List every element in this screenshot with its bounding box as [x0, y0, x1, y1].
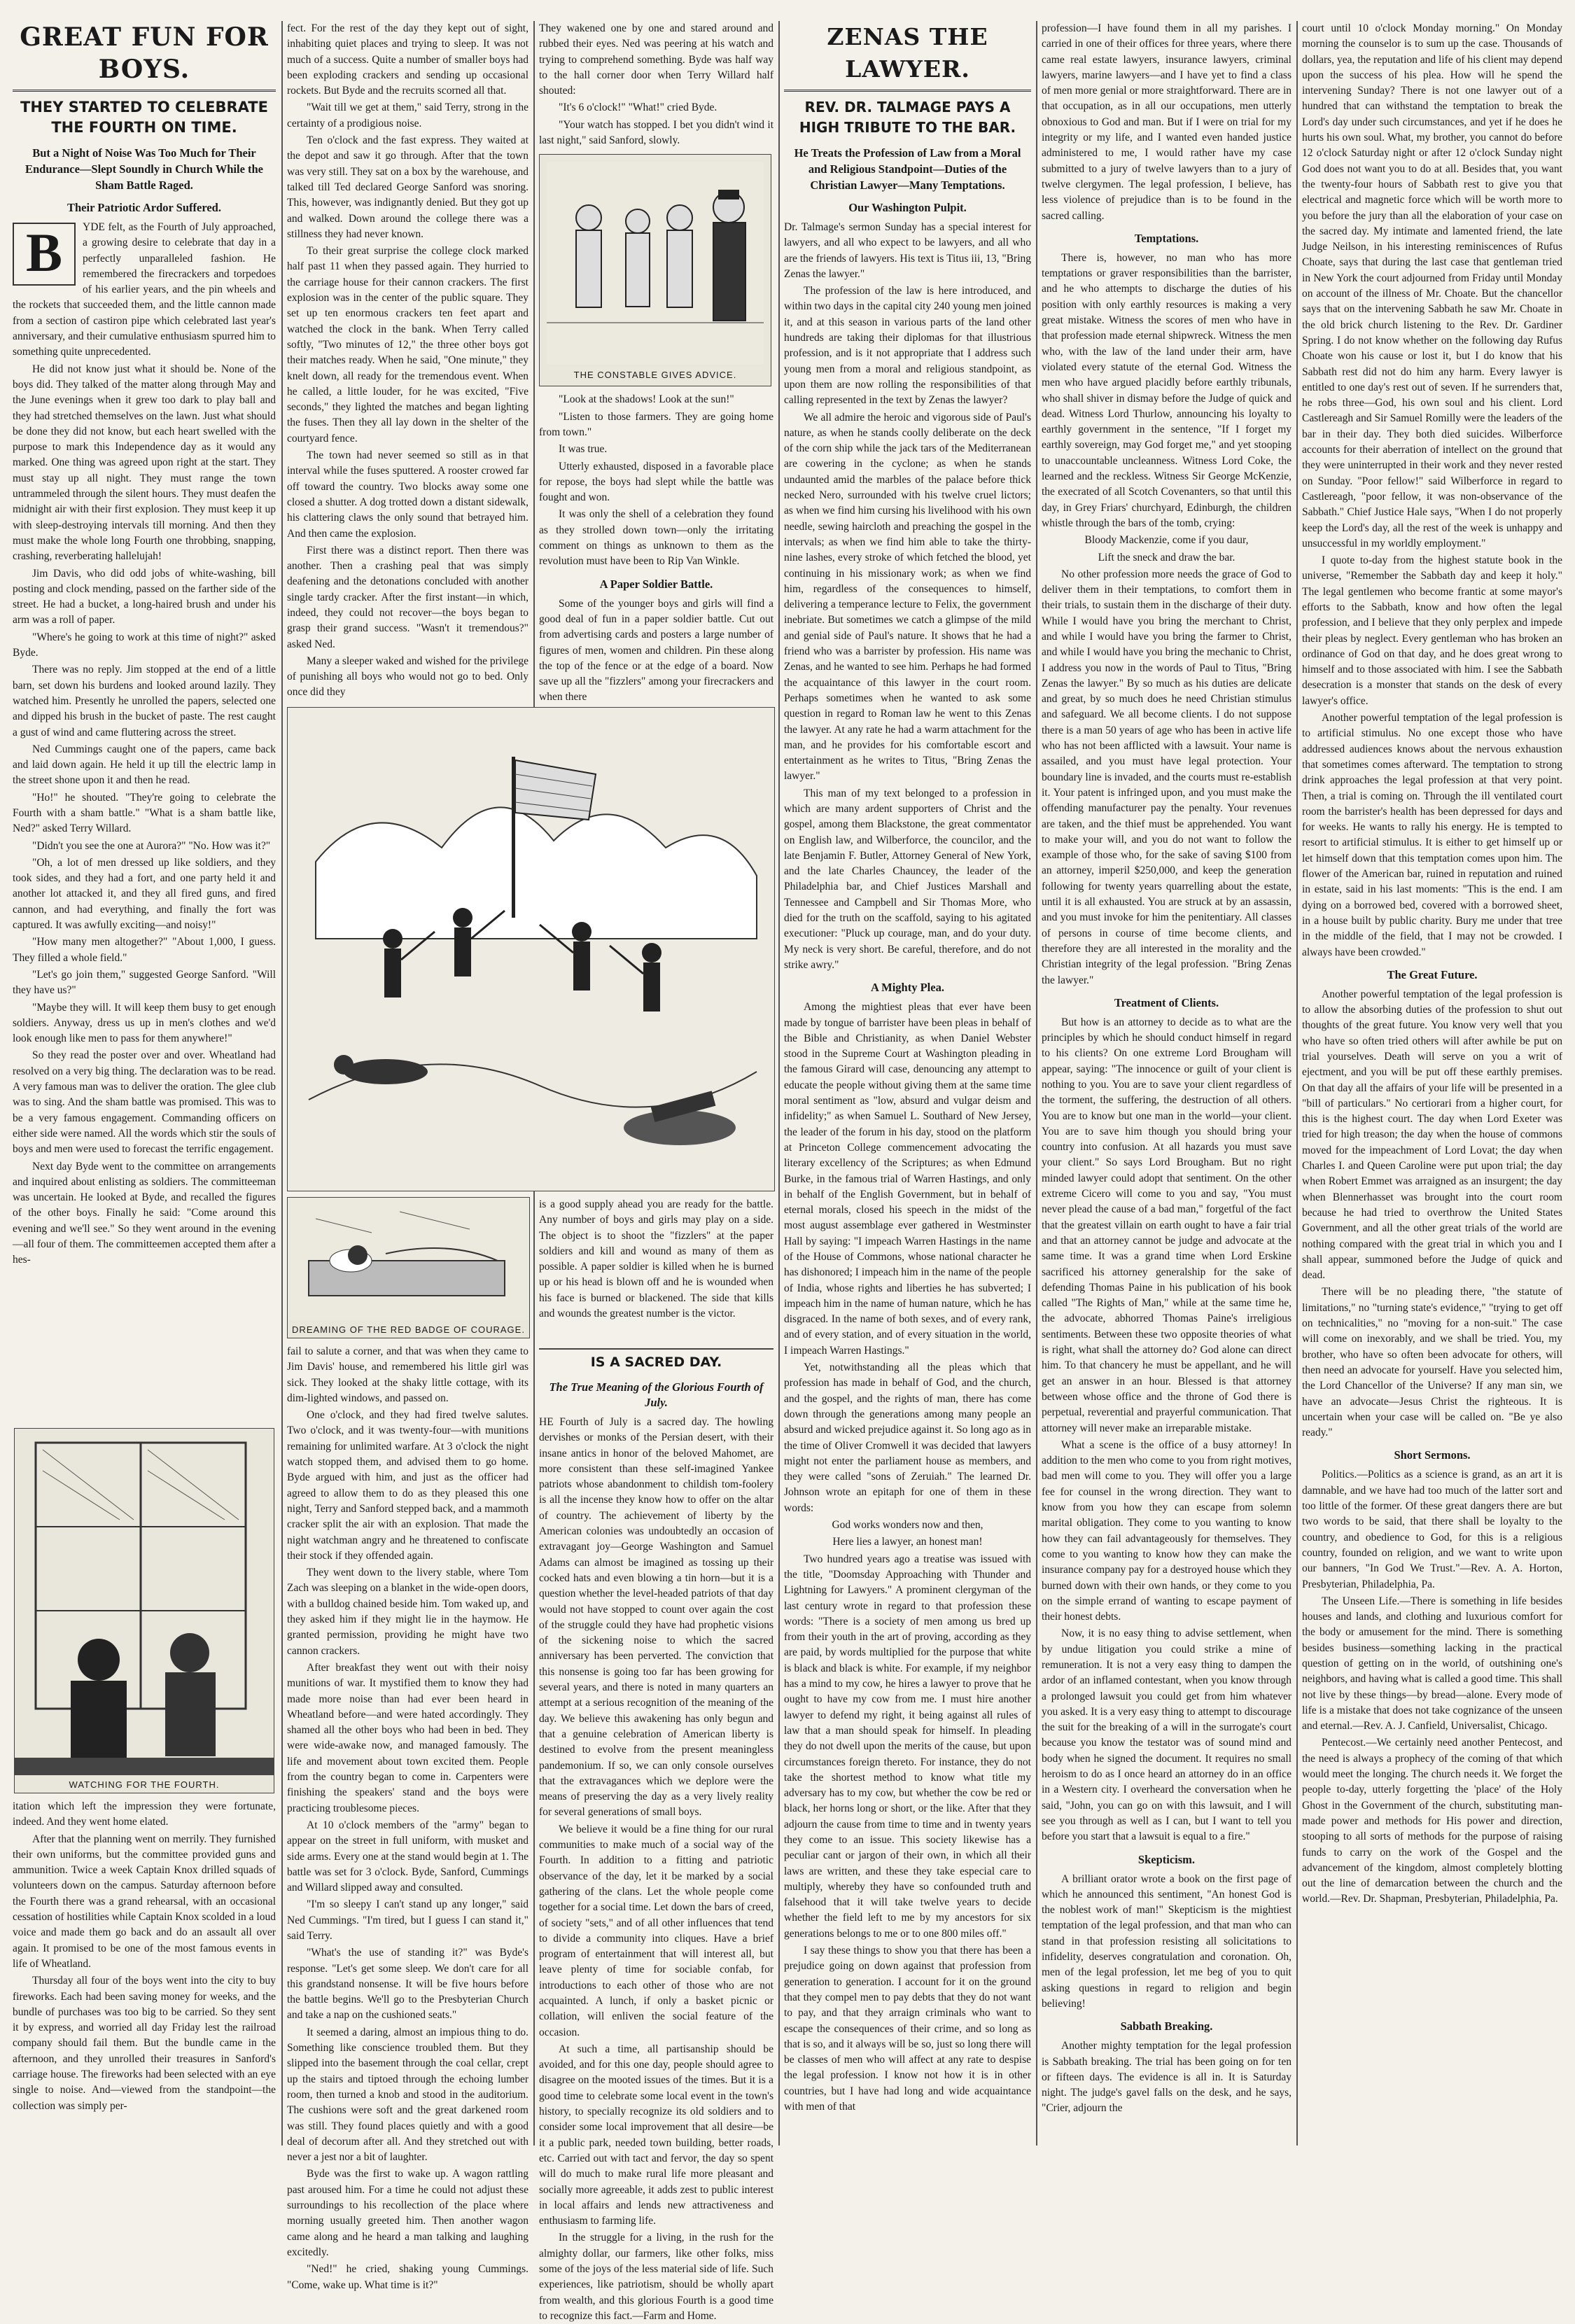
sleeping-boy-illustration — [288, 1198, 529, 1320]
column-3-bottom — [539, 1344, 774, 2322]
column-3-mid — [539, 1197, 774, 1337]
paragraph: Yet, notwithstanding all the pleas which that profession has made in behalf of God, and the church, and the gospel, and the rights of man, there has come down through the generations among many people an absurd and wicked prejudice against it. So long ago as in the time of Oliver Cromwell it was decided that lawyers might not enter the parliament house as members, and they were called "sons of Zeruiah." The learned Dr. Johnson wrote an epitaph for one of them in these words: — [784, 1362, 1031, 1514]
section-heading: Skepticism. — [1138, 1852, 1196, 1866]
section-heading: Sabbath Breaking. — [1120, 2019, 1213, 2033]
paragraph: itation which left the impression they were fortunate, indeed. And they went home elated. — [13, 1800, 276, 1828]
column-rule — [1296, 21, 1298, 2146]
paragraph: "Oh, a lot of men dressed up like soldiers, and they took sides, and they had a fort, and one party held it and another lot attacked it, and they all fired guns, and fired cannon, and had everything, and finally the fort was captured. It was awfully exciting—and noisy!" — [13, 856, 276, 932]
paragraph: "It's 6 o'clock!" "What!" cried Byde. — [559, 102, 718, 114]
column-3-top — [539, 21, 774, 714]
paragraph: It was only the shell of a celebration they found as they strolled down town—only the irritating comment on things as unknown to them as the revolution must have been to Rip Van Winkle. — [539, 508, 774, 568]
paragraph: Ned Cummings caught one of the papers, came back and laid down again. He held it up till the electric lamp in the street shone upon it and then he read. — [13, 743, 276, 787]
paragraph: After that the planning went on merrily. They furnished their own uniforms, but the committee provided guns and ammunition. Twice a week Captain Knox drilled squads of volunteers down on the campus. Saturday afternoon before the Fourth there was a grand rehearsal, with an occasional cessation of hostilities while Captain Knox scolded in a loud voice and made them go back and do an assault all over again. It promised to be one of the most famous events in life of Wheatland. — [13, 1833, 276, 1970]
verse-line: Here lies a lawyer, an honest man! — [832, 1536, 983, 1548]
column-rule — [1036, 21, 1037, 2146]
illustration-caption: WATCHING FOR THE FOURTH. — [69, 1779, 220, 1790]
paragraph: The profession of the law is here introduced, and within two days in the capital city 240 young men joined it, and at this season in various parts of the land other hundreds are taking their diplomas for that illustrious profession, and is it not appropriate that I address such young men from a moral and religious standpoint, as upon them are now rolling the responsibilities of that calling represented in the text by Zenas the lawyer? — [784, 285, 1031, 407]
paragraph: After breakfast they went out with their noisy munitions of war. It mystified them to know they had made more noise than had ever been heard in Wheatland before—and were hated accordingly. They shamed all the other boys who had been in bed. They were wide-awake now, and managed famously. The life and movement about town excited them. People from the country began to come in. Carpenters were finishing the speakers' stand and the boys were practicing troublesome pieces. — [287, 1661, 528, 1814]
paragraph: fail to salute a corner, and that was when they came to Jim Davis' house, and remembered his little girl was sick. They looked at the shaky little cottage, with its dim-lighted windows, and passed on. — [287, 1345, 528, 1404]
paragraph: Dr. Talmage's sermon Sunday has a special interest for lawyers, and all who expect to be lawyers, and all who are the friends of lawyers. His text is Titus iii, 13, "Bring Zenas the lawyer." — [784, 221, 1031, 280]
illustration-watching-for-the-fourth — [14, 1428, 274, 1793]
paragraph: In the struggle for a living, in the rush for the almighty dollar, our farmers, like other folks, miss some of the joys of the less material side of life. Such experiences, like patriotism, should be wholly apart from wealth, and this glorious Fourth is a good time to recognize this fact.—Farm and Home. — [539, 2232, 774, 2322]
paragraph: There will be no pleading there, "the statute of limitations," no "turning state's evidence," "trying to get off on technicalities," no "moving for a non-suit." The case will come on inexorably, and we shall be tried. You, my brother, who have so often been advocate for others, will then need an advocate for yourself. Have you selected him, the Lord Chancellor of the Universe? If any man sin, we have an advocate—Jesus Christ the righteous. It is uncertain when your case will be called on. "Be ye also ready." — [1302, 1286, 1562, 1439]
paragraph: "Look at the shadows! Look at the sun!" — [559, 393, 734, 406]
paragraph: No other profession more needs the grace of God to deliver them in their temptations, to comfort them in their trials, to sustain them in the discharge of their duty. While I would have you bring the merchant to Christ, and while I would have you bring the farmer to Christ, and while I would have you bring the mechanic to Christ, I address you now in the words of Paul to Titus, "Bring Zenas the lawyer." By so much as his duties are delicate and great, by so much does he need Christian stimulus and safeguard. We all become clients. I do not suppose there is a man 50 years of age who has been in active life who has not been afflicted with a lawsuit. Your name is assailed, and you must have legal protection. Your boundary line is invaded, and the courts must re-establish it. Your patent is infringed upon, and you must make the offending manufacturer pay the penalty. Your revenues are taken, and the thief must be apprehended. You want to make your will, and you do not want to follow the example of those who, for the sake of saving $100 from an attorney, imperil $250,000, and keep the generation following for twenty years quarrelling about the estate, until it is all exhausted. You are struck at by an assassin, and you must invoke for him the penitentiary. All classes of persons in course of time become clients, and therefore they are all interested in the morality and the Christian integrity of the legal profession. "Bring Zenas the lawyer." — [1042, 568, 1292, 986]
column-2-top — [287, 21, 528, 700]
section-deck: The True Meaning of the Glorious Fourth of July. — [549, 1380, 764, 1409]
illustration-caption: THE CONSTABLE GIVES ADVICE. — [573, 370, 737, 381]
paragraph: I say these things to show you that there has been a prejudice going on down against that profession from generation to generation. I account for it on the ground that they compel men to pay debts that they do not want to pay, and that they arraign criminals who want to escape the consequences of their crime, and so long as that is so, and it always will be so, just so long there will be classes of men who will affect at any rate to despise the legal profession. I know not how it is in other countries, but I have had long and wide acquaintance with men of that — [784, 1945, 1031, 2113]
paragraph: Byde was the first to wake up. A wagon rattling past aroused him. For a time he could not adjust these surroundings to his recollection of the place where morning usually greeted him. Then another wagon came along and he heard a man talking and laughing excitedly. — [287, 2168, 528, 2258]
deck: But a Night of Noise Was Too Much for Their Endurance—Slept Soundly in Church While the Sham Battle Raged. — [24, 146, 264, 192]
drop-cap: B — [13, 223, 76, 286]
paragraph: There was no reply. Jim stopped at the end of a little barn, set down his burdens and looked around lazily. They watched him. Presently he unrolled the papers, selected one and dipped his brush in the bucket of paste. The rest caught a gust of wind and came fluttering across the street. — [13, 664, 276, 738]
paragraph: "Let's go join them," suggested George Sanford. "Will they have us?" — [13, 968, 276, 997]
column-5 — [1042, 21, 1292, 2146]
subheadline: REV. DR. TALMAGE PAYS A HIGH TRIBUTE TO THE BAR. — [799, 99, 1016, 136]
column-4 — [784, 21, 1031, 2146]
verse-line: Lift the sneck and draw the bar. — [1098, 551, 1236, 564]
paragraph: "Maybe they will. It will keep them busy to get enough soldiers. Anyway, dress us up in men's clothes and we'd look enough like men to pass for them anywhere!" — [13, 1001, 276, 1045]
constable-illustration — [540, 155, 771, 368]
subheadline: THEY STARTED TO CELEBRATE THE FOURTH ON TIME. — [20, 99, 268, 136]
column-6 — [1302, 21, 1562, 2146]
paragraph: So they read the poster over and over. Wheatland had resolved on a very big thing. The declaration was to be read. A very famous man was to deliver the oration. The glee club was to sing. And the sham battle was promised. This was to be a very famous engagement. Commanding officers on either side were named. All the words which stir the souls of boys and men were used to forecast the terrific engagement. — [13, 1049, 276, 1156]
section-heading: Their Patriotic Ardor Suffered. — [67, 201, 221, 214]
paragraph: Another powerful temptation of the legal profession is to allow the absorbing duties of the profession to shut out thoughts of the great future. You know very well that you who have so often tried others will after awhile be put on trial yourselves. Death will serve on you a writ of ejectment, and you will be put off these earthly premises. On that day all the affairs of your life will be presented in a "bill of particulars." No certiorari from a higher court, for this is the highest court. The day when Lord Exeter was tried for high treason; the day when the house of commons moved for the impeachment of Lord Lovat; the day when Charles I. and Queen Caroline were put upon trial; the day when Robert Emmet was arraigned as an insurgent; the day when Blennerhasset was brought into the court room because he had tried to overthrow the United States Government, and all the other great trials of the world are nothing compared with the great trial in which you and I shall appear, summoned before the Judge of quick and dead. — [1302, 988, 1562, 1282]
paragraph: Pentecost.—We certainly need another Pentecost, and the need is always a prophecy of the coming of that which would meet the longing. The church needs it. We forget the people to-day, utterly forgetting the 'place' of the Holy Ghost in the Government of the church, substituting man-made power and methods for His power and direction, stooping to all sorts of methods for the purpose of raising funds to carry on the work of the Gospel and the advancement of the kingdom, almost completely blotting out the line of demarcation between the church and the world.—Rev. Dr. Shapman, Presbyterian, Philadelphia, Pa. — [1302, 1737, 1562, 1905]
paragraph: Now, it is no easy thing to advise settlement, when by undue litigation you could strike a mine of remuneration. It is not a very easy thing to dampen the ardor of an inflamed contestant, when you know through a prolonged lawsuit you could get from him whatever you asked. It is a very easy thing to attempt to discourage the suit for the breaking of a will in the surrogate's court because you know the testator was of sound mind and body when he signed the document. It requires no small heroism to do as I once heard an attorney do in an office in a Western city. I overheard the conversation when he said, "John, you can go on with this lawsuit, and I will see you through as well as I can, but I want to tell you before you start that a lawsuit is equal to a fire." — [1042, 1628, 1292, 1843]
paragraph: Some of the younger boys and girls will find a good deal of fun in a paper soldier battle. Cut out from advertising cards and posters a large number of figures of men, women and children. Pin these along the top of the fence or at the edge of a board. Now save up all the "fizzlers" among your firecrackers and when there — [539, 597, 774, 704]
illustration-dreaming — [287, 1197, 530, 1338]
verse-line: Bloody Mackenzie, come if you daur, — [1084, 534, 1249, 547]
paragraph: First there was a distinct report. Then there was another. Then a crashing peal that was simply deafening and the detonations concluded with another single tardy cracker. After the first instant—in which, indeed, they could not recover—the boys began to grasp their grand success. "Wasn't it tremendous?" asked Ned. — [287, 544, 528, 650]
paragraph: "I'm so sleepy I can't stand up any longer," said Ned Cummings. "I'm tired, but I guess I can stand it," said Terry. — [287, 1898, 528, 1942]
section-headline: IS A SACRED DAY. — [539, 1348, 774, 1373]
paragraph: Utterly exhausted, disposed in a favorable place for repose, the boys had slept while the battle was fought and won. — [539, 460, 774, 504]
paragraph: "Your watch has stopped. I bet you didn't wind it last night," said Sanford, slowly. — [539, 118, 774, 147]
paragraph: What a scene is the office of a busy attorney! In addition to the men who come to you from right motives, bad men will come to you. They will offer you a large fee for counsel in the wrong direction. They want to know from you how they can escape from solemn marital obligation. They come to you wanting to know how they can fail advantageously for themselves. They come to you wanting to know how they can make the insurance company pay for a destroyed house which they burned down with their own hands, or they come to you on the simple errand of wanting to escape payment of their honest debts. — [1042, 1438, 1292, 1623]
paragraph: It seemed a daring, almost an impious thing to do. Something like conscience troubled them. But they slipped into the basement through the coal cellar, crept up the stairs and tiptoed through the echoing lumber room, then turned a knob and stood in the auditorium. The cushions were soft and the great darkened room was still. They found places quietly and with a good deal of decorum after all. And they stretched out with never a jest nor a bit of laughter. — [287, 2026, 528, 2164]
paragraph: court until 10 o'clock Monday morning." On Monday morning the counselor is to sum up the case. Thousands of dollars, yea, the reputation and life of his client may depend upon the success of his plea. How will he spend the intervening Sunday? There is not one lawyer out of a hundred that can withstand the temptation to break the Lord's day under such circumstances, and yet if he does he hurts his own soul. What, my brother, you cannot do before 12 o'clock Saturday night or after 12 o'clock Sunday night God does not want you to do at all. Besides that, you want the twenty-four hours of Sabbath rest to give you that electrical and magnetic force which will be worth more to you before the jury than all the elaboration of your case on the sacred day. My intimate and lamented friend, the late Judge Neilson, in his interesting reminiscences of Rufus Choate, says that during the last case that gentleman tried in New York the court adjourned from Friday until Monday on account of the illness of Mr. Choate. But the chancellor says that on the intervening Sabbath he saw Mr. Choate in the old brick church listening to the Rev. Dr. Gardiner Spring. I do not know whether on the following day Rufus Choate won his cause or lost it, but I do know that his Sabbath rest did not do him any harm. Every lawyer is entitled to one day's rest out of seven. If he surrenders that, he robs three—God, his own soul and his client. Lord Castlereagh and Sir Samuel Romilly were the leaders of the bar in their day. They both died suicides. Wilberforce accounts for their aberration of intellect on the ground that they were uninterrupted in their work and they never rested on Sunday. "Poor fellow!" said Wilberforce in regard to Castlereagh, "poor fellow, it was non-observance of the Sabbath." Chief Justice Hale says, "When I do not properly keep the Lord's day, all the rest of the week is unhappy and unsuccessful in my worldly employment." — [1302, 22, 1562, 550]
paragraph: Thursday all four of the boys went into the city to buy fireworks. Each had been saving money for weeks, and the bundle of purchases was too big to be carried. So they sent it by express, and worried all day Friday lest the railroad company should fail them. But the bundle came in the afternoon, and they unrolled their treasures in Sanford's carriage house. The fireworks had been selected with an eye single to noise. And—viewed from the standpoint—the collection was simply per- — [13, 1975, 276, 2112]
illustration-caption: DREAMING OF THE RED BADGE OF COURAGE. — [292, 1324, 525, 1335]
column-2-bottom — [287, 1344, 528, 2291]
paragraph: At such a time, all partisanship should be avoided, and for this one day, people should agree to disagree on the mooted issues of the times. But it is a good time to celebrate some local event in the town's history, to specially recognize its old soldiers and to consider some local improvement that all desire—be it a public park, needed town building, better roads, etc. Carried out with tact and fervor, the day so spent will do much to make rural life more pleasant and socially more agreeable, it adds zest to public interest in local affairs and lends new attractiveness and enthusiasm to farming life. — [539, 2043, 774, 2227]
paragraph: But how is an attorney to decide as to what are the principles by which he should conduct himself in regard to his clients? On one extreme Lord Brougham will appear, saying: "The innocence or guilt of your client is nothing to you. You are to save your client regardless of the torment, the suffering, the destruction of all others. You are to know but one man in the world—your client. You are to save him though you should bring your country into confusion. At all hazards you must save your client." So says Lord Brougham. But no right minded lawyer could adopt that sentiment. On the other extreme Cicero will come to you and say, "You must never plead the cause of a bad man," forgetful of the fact that the greatest villain on earth ought to have a fair trial and that an attorney cannot be judge and advocate at the same time. It was a grand time when Lord Erskine sacrificed his attorney generalship for the sake of defending Thomas Paine in his publication of his book called "The Rights of Man," while at the same time he, the advocate, abhorred Thomas Paine's irreligious sentiments. Between these two opposite theories of what is right, what shall the attorney do? God alone can direct him. To that chancery he must be appellant, and he will get an answer in an hour. Blessed is that attorney between whose office and the throne of God there is perpetual, reverential and prayerful communication. That attorney will never make an irreparable mistake. — [1042, 1016, 1292, 1434]
section-heading: Temptations. — [1134, 231, 1199, 245]
paragraph: "Listen to those farmers. They are going home from town." — [539, 410, 774, 438]
paragraph: profession—I have found them in all my parishes. I carried in one of their offices for three years, where there came real estate lawyers, insurance lawyers, criminal lawyers, marine lawyers—and I have yet to find a class of men more genial or more straightforward. There are in that occupation, as in all our occupations, men utterly obnoxious to God and man. But if I were on trial for my integrity or my life, and I wanted even handed justice administered to me, I would rather have my case submitted to a jury of twelve lawyers than to a jury of twelve clergymen. The legal profession, I believe, has less violence of prejudice than is to be found in the sacred calling. — [1042, 22, 1292, 222]
section-heading: A Mighty Plea. — [871, 981, 944, 995]
deck: He Treats the Profession of Law from a Moral and Religious Standpoint—Duties of the Christian Lawyer—Many Temptations. — [794, 146, 1021, 192]
section-heading: A Paper Soldier Battle. — [599, 577, 713, 591]
paragraph: We all admire the heroic and vigorous side of Paul's nature, as when he stands coolly deliberate on the deck of the corn ship while the jack tars of the Mediterranean are cowering in the cyclone; as when he stands undaunted amid the marbles of the palace before thick necked Nero, surrounded with his twelve cruel lictors; as when we find him cursing his livelihood with his own needle, sewing haircloth and preaching the gospel in the intervals; as when we find him able to take the thirty-nine lashes, every stroke of which fetched the blood, yet continuing in his missionary work; as when we find him, regardless of the consequences to himself, delivering a temperance lecture to Felix, the government inebriate. But sometimes we catch a glimpse of the mild and genial side of Paul's nature. It shows that he had a friend who was a barrister by profession. His name was Zenas, and he wanted to see him. Perhaps he had formed the acquaintance of this lawyer in the court room. Perhaps sometimes when he wanted to ask some question in regard to Roman law he went to this Zenas the lawyer. At any rate he had a warm attachment for the man, and he provides for his comfortable escort and entertainment as he writes to Titus, "Bring Zenas the lawyer." — [784, 411, 1031, 783]
paragraph: "Didn't you see the one at Aurora?" "No. How was it?" — [32, 839, 271, 852]
paragraph: "How many men altogether?" "About 1,000, I guess. They filled a whole field." — [13, 936, 276, 964]
paragraph: is a good supply ahead you are ready for the battle. Any number of boys and girls may play on a side. The object is to shoot the "fizzlers" at the paper soldiers and kill and wound as many of them as possible. A paper soldier is killed when he is burned up or his head is blown off and he is wounded when his face is burned or blackened. The side that kills and wounds the greatest number is the victor. — [539, 1198, 774, 1320]
paragraph: "Ho!" he shouted. "They're going to celebrate the Fourth with a sham battle." "What is a sham battle like, Ned?" asked Terry Willard. — [13, 791, 276, 835]
paragraph: The Unseen Life.—There is something in life besides houses and lands, and clothing and luxurious comfort for the body or amusement for the mind. There is something besides business—something lacking in the practical question of getting on in the world, of outshining one's neighbors, and having what is called a good time. This shall not live by these things—by bread—alone. Every mode of life is a mistake that does not take cognizance of the unseen and eternal.—Rev. A. J. Canfield, Universalist, Chicago. — [1302, 1595, 1562, 1732]
paragraph: Two hundred years ago a treatise was issued with the title, "Doomsday Approaching with Thunder and Lightning for Lawyers." A prominent clergyman of the last century wrote in regard to that profession these words: "There is a society of men among us bred up from their youth in the art of proving, according as they are paid, by words multiplied for the purpose that white is black and black is white. For example, if my neighbor has a mind to my cow, he hires a lawyer to prove that he ought to have my cow from me. I must hire another lawyer to defend my right, it being against all rules of law that a man should speak for himself. In pleading they do not dwell upon the merits of the cause, but upon circumstances foreign thereto. For instance, they do not take the shortest method to know what title my adversary has to my cow, but whether the cow be red or black, her horns long or short, or the like. After that they adjourn the cause from time to time and in twenty years they come to an issue. This society likewise has a peculiar cant or jargon of their own, in which all their laws are written, and these they take especial care to multiply, whereby they have so confounded truth and falsehood that it will take twelve years to decide whether the field left to me by my ancestors for six generations belongs to me or to one 800 miles off." — [784, 1553, 1031, 1940]
paragraph: "What's the use of standing it?" was Byde's response. "Let's get some sleep. We don't care for all this grandstand nonsense. It will be five hours before the battle begins. We'll go to the Presbyterian Church and take a nap on the cushioned seats." — [287, 1947, 528, 2022]
column-1-continued — [13, 1799, 276, 2146]
verse-line: God works wonders now and then, — [832, 1519, 983, 1532]
headline: GREAT FUN FOR BOYS. — [13, 21, 276, 92]
paragraph: At 10 o'clock members of the "army" began to appear on the street in full uniform, with musket and side arms. Every one at the stand would begin at 1. The battle was set for 3 o'clock. Byde, Sanford, Cummings and Willard slipped away and consulted. — [287, 1819, 528, 1894]
section-heading: The Great Future. — [1387, 967, 1478, 981]
illustration-sham-battle — [287, 707, 775, 1191]
column-rule — [281, 21, 283, 2146]
section-heading: Treatment of Clients. — [1114, 995, 1219, 1009]
paragraph: Next day Byde went to the committee on arrangements and inquired about enlisting as soldiers. The committeeman was uncertain. He looked at Byde, and recalled the figures of the other boys. Finally he said: "Come around this evening and we'll see." So they went around in the evening—all four of them. The committeemen accepted them after a hes- — [13, 1160, 276, 1266]
paragraph: This man of my text belonged to a profession in which are many ardent supporters of Christ and the gospel, among them Blackstone, the great commentator on English law, and Wilberforce, the councilor, and the late Benjamin F. Butler, Attorney General of New York, and the late Charles Chauncey, the leader of the Philadelphia bar, and Chief Justices Marshall and Tennessee and Campbell and Sir Thomas More, who died for the truth on the scaffold, saying to his agitated executioner: "Pluck up courage, man, and do your duty. My neck is very short. Be careful, therefore, and do not strike awry." — [784, 787, 1031, 971]
paragraph: YDE felt, as the Fourth of July approached, a growing desire to celebrate that day in a perfectly unparalleled fashion. He remembered the firecrackers and torpedoes of his earlier years, and the pin wheels and the rockets that succeeded them, and the little cannon made from a section of castiron pipe which celebrated last year's anniversary, and their cumulative enthusiasm spurred him to something quite unprecedented. — [13, 221, 276, 358]
paragraph: Politics.—Politics as a science is grand, as an art it is damnable, and we have had too much of the latter sort and too little of the former. Of these great dangers there are but two words to be said, that there shall be loyalty to the country, and obedience to God, for this is a religious country, founded on religion, and we want to write upon our banners, "In God We Trust."—Rev. A. A. Horton, Presbyterian, Philadelphia, Pa. — [1302, 1469, 1562, 1590]
paragraph: We believe it would be a fine thing for our rural communities to make much of a social way of the Fourth. In addition to a fitting and patriotic observance of the day, let it be marked by a social gathering of the clans. Let the whole people come together for a social time. Let down the bars of creed, of society "sets," and of all other influences that tend to divide a community into cliques. Have a brief program of entertainment that will interest all, but leave plenty of time for sociable confab, for introductions to each other of those who are not acquainted. A lunch, if only a basket picnic or collation, will enliven the social feature of the occasion. — [539, 1823, 774, 2038]
paragraph: One o'clock, and they had fired twelve salutes. Two o'clock, and it was twenty-four—with munitions remaining for unlimited warfare. At 3 o'clock the night watch stopped them, and advised them to go home. Byde argued with him, and just as the officer had agreed to allow them to do as they pleased this one night, Terry and Sanford stepped back, and a mammoth cracker split the air with an explosion. That made the night watchman angry and he threatened to confiscate their stock if they offended again. — [287, 1409, 528, 1562]
paragraph: I quote to-day from the highest statute book in the universe, "Remember the Sabbath day and keep it holy." The legal gentlemen who become frantic at some mayor's efforts to the Sabbath, know and how often the legal profession, and I believe that they only perplex and impede their pleas by neglect. Every gentleman who has broken an ordinance of God on that day, and he does great wrong to himself and to those associated with him. I see the Sabbath desecration is a monster that stands on the desk of every lawyer's office. — [1302, 554, 1562, 707]
headline: ZENAS THE LAWYER. — [784, 21, 1031, 92]
paragraph: HE Fourth of July is a sacred day. The howling dervishes or monks of the Persian desert, with their insane antics in honor of the beloved Mahomet, are more consistent than these self-imagined Yankee patriots whose abandonment to childish tom-foolery is all the incense they know how to offer on the altar of country. The achievement of liberty by the American colonies was undoubtedly an occasion of extravagant joy—George Washington and Samuel Adams can almost be imagined as tossing up their cocked hats and even blowing a tin horn—but it is a question whether the level-headed patriots of that day would not have stopped to count over again the cost of the struggle could they have had prophetic visions of the sickening noise to which the sacred anniversary has been perverted. The conviction that this nonsense is going too far has been growing for several years, and there is noted in many quarters an attempt at a serious recognition of the meaning of the day. We believe this awakening has only begun and that a genuine celebration of American liberty is destined to evolve from the present meaningless pandemonium. If so, we can only console ourselves that the extravagances which we deplore were the means of preserving the day as a very lively reality for several generations of small boys. — [539, 1416, 774, 1819]
paragraph: He did not know just what it should be. None of the boys did. They talked of the matter along through May and the June evenings when it grew too dark to play ball and they had stretched themselves on the lawn. Just what should be done they did not know, but each heart swelled with the purpose to mark this Independence day as it would any marked. One thing was agreed upon right at the start. They must stay up all night. They must range the town untrammeled through the silent hours. They must deafen the midnight air with their first explosion. They must keep it up with sleep-destroying intervals till morning. And then they must make the whole long Fourth one throbbing, snapping, crashing, reverberating hallelujah! — [13, 363, 276, 563]
paragraph: They went down to the livery stable, where Tom Zach was sleeping on a blanket in the wide-open doors, with a bulldog chained beside him. Tom waked up, and they asked him if they might lie in the haymow. He granted permission, providing he might have two cannon crackers. — [287, 1567, 528, 1657]
paragraph: "Where's he going to work at this time of night?" asked Byde. — [13, 631, 276, 659]
paragraph: A brilliant orator wrote a book on the first page of which he announced this sentiment, "An honest God is the noblest work of man!" Skepticism is the mightiest temptation of the legal profession, and that man who can stand in that profession resisting all solicitations to infidelity, deserves congratulation and coronation. Oh, men of the legal profession, let me beg of you to quit asking questions in regard to religion and begin believing! — [1042, 1872, 1292, 2010]
paragraph: Ten o'clock and the fast express. They waited at the depot and saw it go through. After that the town was very still. They sat on a box by the warehouse, and talked till Ted declared George Sanford was snoring. This, however, was indignantly denied. But they got up and walked. Down around the college there was a stillness they had never known. — [287, 134, 528, 240]
paragraph: There is, however, no man who has more temptations or graver responsibilities than the barrister, and he who attempts to discharge the duties of his position with only earthly resources is making a very great mistake. Witness the scores of men who have in that profession made eternal shipwreck. Witness the men who, with the law of the land under their arm, have violated every statute of the eternal God. Witness the men who have argued placidly before earthly tribunals, who shall shiver in dismay before the Judge of quick and dead. Witness Lord Thurlow, announcing his loyalty to earthly government in the sentence, "If I forget my earthly sovereign, may God forget me," and yet stooping to unaccountable uncleanness. Witness Lord Coke, the learned and the reckless. Witness Sir George McKenzie, the execrated of all Scotch Covenanters, so that until this day, in Grey Friars' churchyard, Edinburgh, the children whistle through the bars of the tomb, crying: — [1042, 251, 1292, 529]
paragraph: Jim Davis, who did odd jobs of white-washing, bill posting and clock mending, passed on the farther side of the street. He had a bucket, a long-haired brush and under his arm was a roll of paper. — [13, 567, 276, 626]
paragraph: The town had never seemed so still as in that interval while the fuses sputtered. A rooster crowed far off toward the country. Two blocks away some one closed a shutter. A dog trotted down a distant sidewalk, his clattering claws the only sound that betrayed him. And then came the explosion. — [287, 449, 528, 540]
paragraph: Many a sleeper waked and wished for the privilege of punishing all boys who would not go to bed. Only once did they — [287, 654, 528, 699]
paragraph: fect. For the rest of the day they kept out of sight, inhabiting quiet places and trying to sleep. It was not much of a success. Quite a number of smaller boys had been exploding crackers and sending up occasional rockets. But Byde and the recruits scorned all that. — [287, 22, 528, 97]
battle-scene-illustration — [288, 708, 774, 1191]
paragraph: "Ned!" he cried, shaking young Cummings. "Come, wake up. What time is it?" — [287, 2263, 528, 2291]
section-heading: Short Sermons. — [1394, 1448, 1471, 1462]
paragraph: It was true. — [559, 443, 608, 456]
paragraph: Another powerful temptation of the legal profession is to artificial stimulus. No one except those who have addressed audiences knows about the nervous exhaustion that sometimes comes afterward. The temptation to strong drink approaches the legal profession at that very point. Then, a trial is coming on. Through the ill ventilated court room the barrister's health has been depressed for days and for weeks. He wants to rally his energy. He is tempted to resort to artificial stimulus. It is either to get himself up or let himself down that this temptation comes upon him. The flower of the American bar, ruined in reputation and ruined in estate, said in his last moments: "This is the end. I am dying on a borrowed bed, covered with a borrowed sheet, in a house built by public charity. Bury me under that tree in the middle of the field, that I may not be crowded. I always have been crowded." — [1302, 712, 1562, 958]
boys-at-window-illustration — [15, 1429, 274, 1775]
paragraph: Among the mightiest pleas that ever have been made by tongue of barrister have been pleas in behalf of the Bible and Christianity, as when Daniel Webster stood in the Supreme Court at Washington pleading in the famous Girard will case, denouncing any attempt to educate the people without giving them at the same time moral sentiment as "low, absurd and vulgar deism and infidelity;" as when Samuel L. Southard of New Jersey, the leader of the forum in his day, stood on the platform at Princeton College commencement advocating the literary excellency of the Scriptures; as when Edmund Burke, in the famous trial of Warren Hastings, and only in behalf of the English Government, but in behalf of eternal morals, closed his speech in the midst of the most august assemblage ever gathered in Westminster Hall by saying: "I impeach Warren Hastings in the name of the House of Commons, whose national character he has dishonored; I impeach him in the name of the people of India, whose rights and liberties he has subverted; I impeach him in the name of human nature, which he has disgraced. In the name of both sexes, and of every rank, and of every station, and of every situation in the world, I impeach Warren Hastings." — [784, 1001, 1031, 1357]
paragraph: To their great surprise the college clock marked half past 11 when they passed again. They hurried to the carriage house for their cannon crackers. The first explosion was in the center of the public square. They set up ten enormous crackers ten feet apart and watched the clock in the bank. When Terry called softly, "Two minutes of 12," the three other boys got their matches ready. When he said, "One minute," they knelt down, all ready for the tremendous event. When he called, a little louder, for he was excited, "Five seconds," they lighted the matches and began lighting the fuses. Then they all lay down in the shelter of the courtyard fence. — [287, 245, 528, 444]
paragraph: They wakened one by one and stared around and rubbed their eyes. Ned was peering at his watch and trying to comprehend something. Byde was half way to the hall corner door when Terry Willard half shouted: — [539, 22, 774, 97]
illustration-constable — [539, 154, 771, 386]
section-heading: Our Washington Pulpit. — [848, 201, 967, 214]
paragraph: "Wait till we get at them," said Terry, strong in the certainty of a prodigious noise. — [287, 102, 528, 130]
paragraph: Another mighty temptation for the legal profession is Sabbath breaking. The trial has been going on for ten or fifteen days. The evidence is all in. It is Saturday night. The judge's gavel falls on the desk, and he says, "Crier, adjourn the — [1042, 2040, 1292, 2115]
column-rule — [778, 21, 780, 2146]
